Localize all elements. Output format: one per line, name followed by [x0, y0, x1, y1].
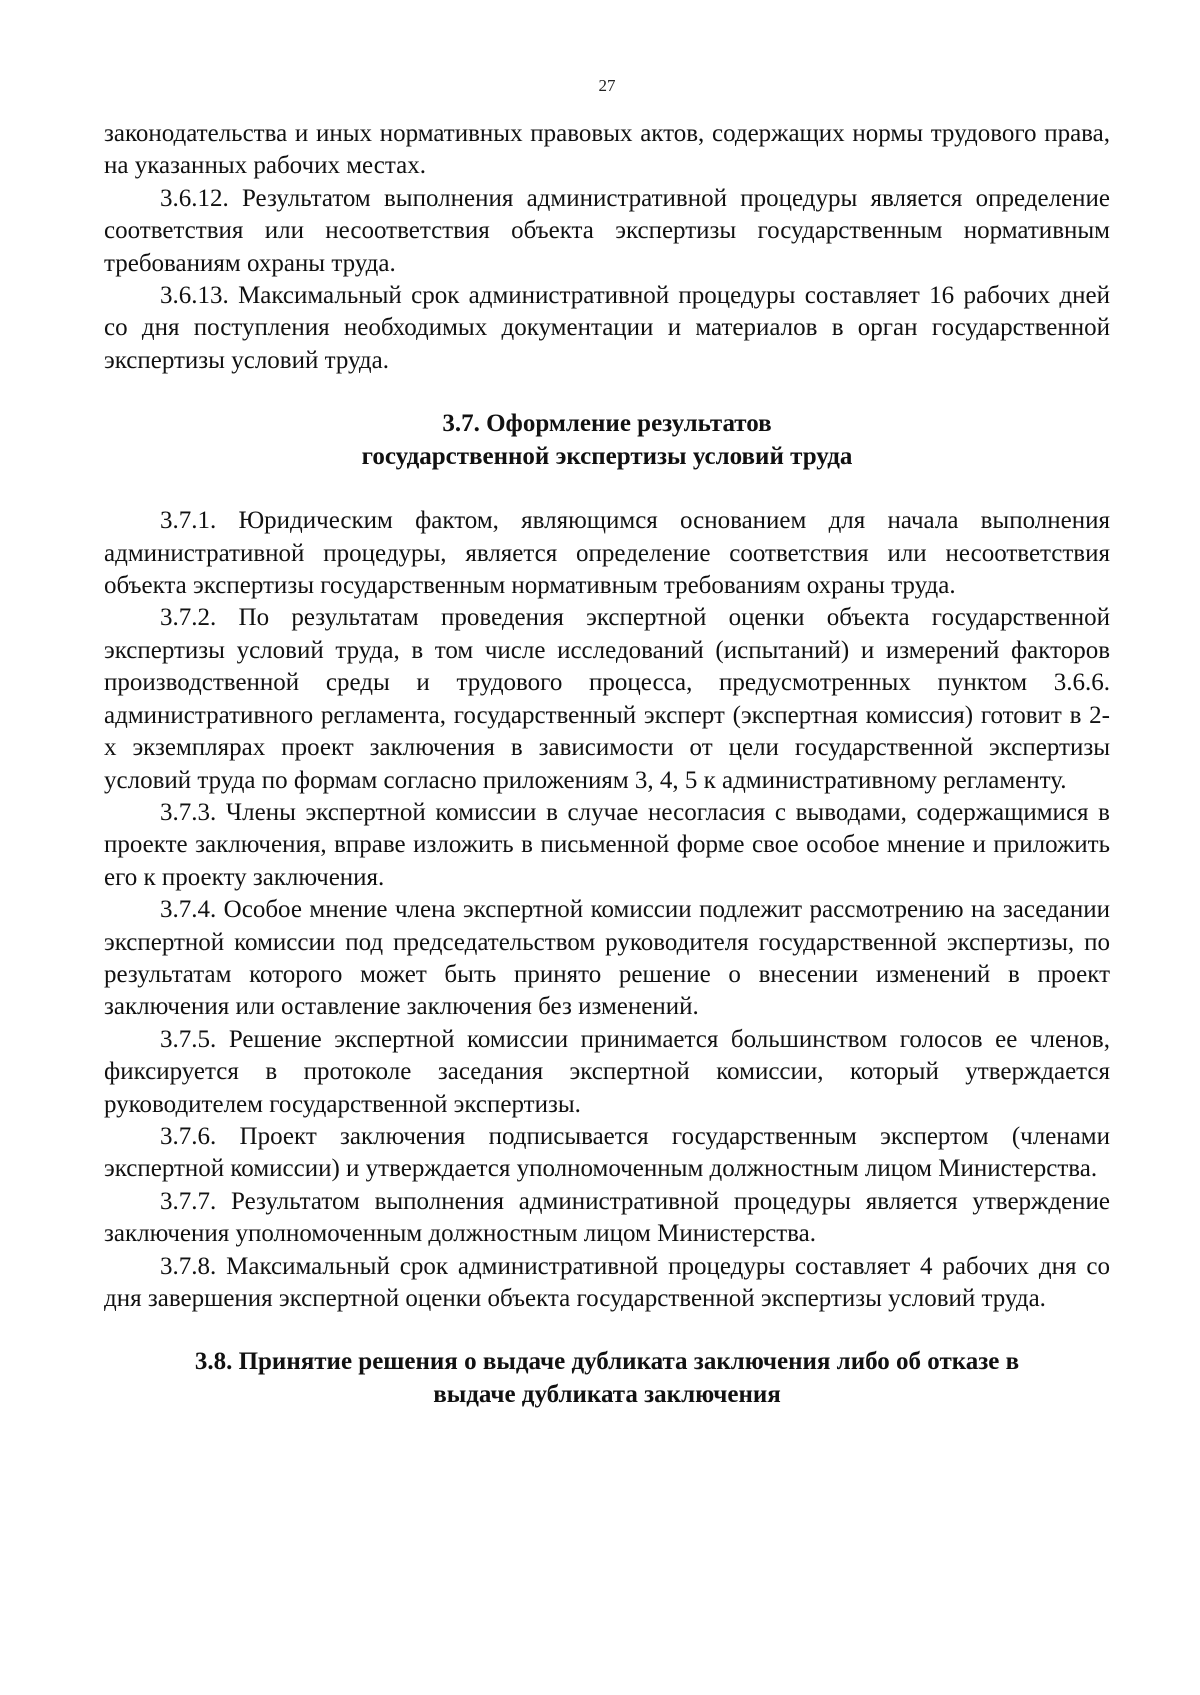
paragraph-3-7-2: 3.7.2. По результатам проведения экспертной оценки объекта государственной экспертизы условий труда, в том числе исследований (испытаний) и измерений факторов производственной среды и трудового процесса, предусмотренных пунктом 3.6.6. административного регламента, государственный эксперт (экспертная комиссия) готовит в 2-х экземплярах проект заключения в зависимости от цели государственной экспертизы условий труда по формам согласно приложениям 3, 4, 5 к административному регламенту.	[104, 604, 1110, 794]
section-heading-3-8-line1: 3.8. Принятие решения о выдаче дубликата заключения либо об отказе в	[194, 1348, 1020, 1376]
paragraph-3-7-3: 3.7.3. Члены экспертной комиссии в случае несогласия с выводами, содержащимися в проекте заключения, вправе изложить в письменной форме свое особое мнение и приложить его к проекту заключения.	[104, 798, 1110, 891]
section-heading-3-8-line2: выдаче дубликата заключения	[433, 1381, 781, 1409]
paragraph-3-7-5: 3.7.5. Решение экспертной комиссии принимается большинством голосов ее членов, фиксируется в протоколе заседания экспертной комиссии, который утверждается руководителем государственной экспертизы.	[104, 1025, 1110, 1118]
paragraph-3-7-7: 3.7.7. Результатом выполнения административной процедуры является утверждение заключения уполномоченным должностным лицом Министерства.	[104, 1187, 1110, 1248]
spacer	[104, 1315, 1110, 1345]
section-heading-3-8	[104, 1345, 1110, 1411]
document-page	[104, 76, 1110, 1411]
paragraph-3-6-12: 3.6.12. Результатом выполнения административной процедуры является определение соответствия или несоответствия объекта экспертизы государственным нормативным требованиям охраны труда.	[104, 184, 1110, 277]
spacer	[104, 473, 1110, 505]
spacer	[104, 377, 1110, 407]
page-number: 27	[598, 76, 616, 95]
paragraph-3-7-4: 3.7.4. Особое мнение члена экспертной комиссии подлежит рассмотрению на заседании экспертной комиссии под председательством руководителя государственной экспертизы, по результатам которого может быть принято решение о внесении изменений в проект заключения или оставление заключения без изменений.	[104, 896, 1110, 1021]
section-heading-3-7	[104, 407, 1110, 473]
paragraph-3-6-13: 3.6.13. Максимальный срок административной процедуры составляет 16 рабочих дней со дня поступления необходимых документации и материалов в орган государственной экспертизы условий труда.	[104, 282, 1110, 374]
paragraph-3-7-8: 3.7.8. Максимальный срок административной процедуры составляет 4 рабочих дня со дня завершения экспертной оценки объекта государственной экспертизы условий труда.	[104, 1252, 1110, 1312]
paragraph-3-7-1: 3.7.1. Юридическим фактом, являющимся основанием для начала выполнения административной процедуры, является определение соответствия или несоответствия объекта экспертизы государственным нормативным требованиям охраны труда.	[104, 507, 1110, 600]
section-heading-3-7-line2: государственной экспертизы условий труда	[361, 443, 853, 471]
section-heading-3-7-line1: 3.7. Оформление результатов	[442, 410, 772, 438]
paragraph-continuation: законодательства и иных нормативных правовых актов, содержащих нормы трудового права, на указанных рабочих местах.	[104, 120, 1110, 180]
paragraph-3-7-6: 3.7.6. Проект заключения подписывается государственным экспертом (членами экспертной комиссии) и утверждается уполномоченным должностным лицом Министерства.	[104, 1122, 1110, 1183]
